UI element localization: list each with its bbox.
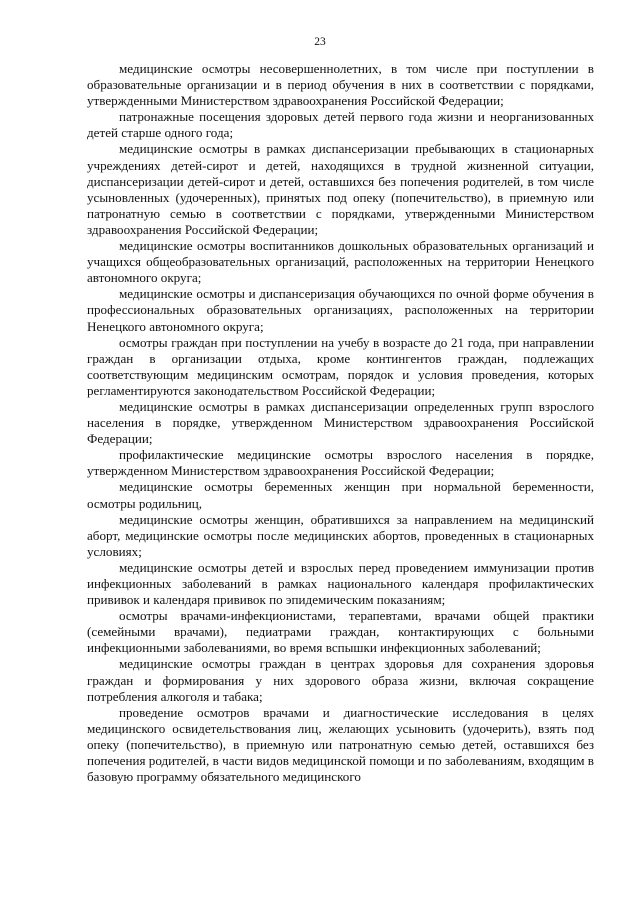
paragraph: медицинские осмотры воспитанников дошкольных образовательных организаций и учащихся общеобразовательных организаций, расположенных на территории Ненецкого автономного округа; [87,238,594,286]
paragraph: медицинские осмотры детей и взрослых перед проведением иммунизации против инфекционных заболеваний в рамках национального календаря профилактических прививок и календаря прививок по эпидемическим показаниям; [87,559,594,608]
paragraph: осмотры врачами-инфекционистами, терапевтами, врачами общей практики (семейными врачами), педиатрами граждан, контактирующих с больными инфекционными заболеваниями, во время вспышки инфекционных заболеваний; [87,608,594,656]
paragraph: медицинские осмотры и диспансеризация обучающихся по очной форме обучения в профессиональных образовательных организациях, расположенных на территории Ненецкого автономного округа; [87,286,594,334]
document-body [87,61,594,785]
paragraph: медицинские осмотры граждан в центрах здоровья для сохранения здоровья граждан и формирования у них здорового образа жизни, включая сокращение потребления алкоголя и табака; [87,656,594,704]
paragraph: медицинские осмотры несовершеннолетних, в том числе при поступлении в образовательные организации и в период обучения в них в соответствии с порядками, утвержденными Министерством здравоохранения Российской Федерации; [87,61,594,109]
page-number: 23 [314,36,326,48]
paragraph: проведение осмотров врачами и диагностические исследования в целях медицинского освидетельствования лиц, желающих усыновить (удочерить), взять под опеку (попечительство), в приемную или патронатную семью детей, оставшихся без попечения родителей, в части видов медицинской помощи и по заболеваниям, входящим в базовую программу обязательного медицинского [87,704,594,785]
paragraph: медицинские осмотры в рамках диспансеризации определенных групп взрослого населения в порядке, утвержденном Министерством здравоохранения Российской Федерации; [87,398,594,447]
paragraph: медицинские осмотры в рамках диспансеризации пребывающих в стационарных учреждениях детей-сирот и детей, находящихся в трудной жизненной ситуации, диспансеризации детей-сирот и детей, оставшихся без попечения родителей, в том числе усыновленных (удочеренных), принятых под опеку (попечительство), в приемную или патронатную семью в соответствии с порядками, утвержденными Министерством здравоохранения Российской Федерации; [87,141,594,237]
paragraph: профилактические медицинские осмотры взрослого населения в порядке, утвержденном Министерством здравоохранения Российской Федерации; [87,447,594,479]
paragraph: патронажные посещения здоровых детей первого года жизни и неорганизованных детей старше одного года; [87,109,594,141]
paragraph: медицинские осмотры женщин, обратившихся за направлением на медицинский аборт, медицинские осмотры после медицинских абортов, проведенных в стационарных условиях; [87,511,594,559]
paragraph: медицинские осмотры беременных женщин при нормальной беременности, осмотры родильниц, [87,479,594,511]
paragraph: осмотры граждан при поступлении на учебу в возрасте до 21 года, при направлении граждан в организации отдыха, кроме контингентов граждан, подлежащих соответствующим медицинским осмотрам, порядок и условия проведения, которых регламентируются законодательством Российской Федерации; [87,334,594,398]
